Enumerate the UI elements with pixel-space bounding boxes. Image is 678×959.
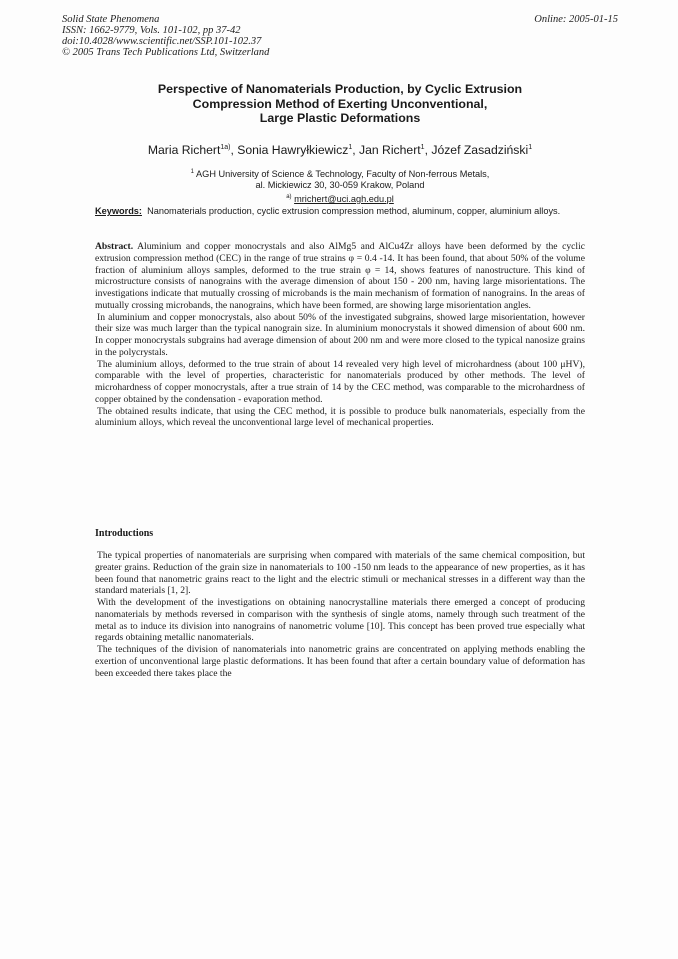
copyright-line: © 2005 Trans Tech Publications Ltd, Switzerland [62, 47, 270, 58]
author-list: Maria Richert$^{1a)}$, Sonia Hawryłkiewicz$^1$, Jan Richert$^1$, Józef Zasadziński$^1$ [147, 143, 533, 157]
abstract-paragraph: The obtained results indicate, that using the CEC method, it is possible to produce bulk nanomaterials, especially from the aluminium alloys, which reveal the unconventional large level of mechanical properties. [95, 405, 585, 429]
online-date: Online: 2005-01-15 [534, 14, 618, 25]
abstract-paragraph: Aluminium and copper monocrystals and also AlMg5 and AlCu4Zr alloys have been deformed by the cyclic extrusion compression method (CEC) in the range of true strains φ = 0.4 -14. It has been found, that about 50% of the volume fraction of aluminium alloys samples, deformed to the true strain φ = 14, shows features of nanostructure. This kind of microstructure consists of nanograins with the average dimension of about 150 - 200 nm, having large misorientations. The investigations indicate that mutually crossing of microbands is the main mechanism of formation of nanograins. In the areas of mutually crossing microbands, the nanograins, which have been formed, are showing large misorientation angles. [95, 241, 586, 311]
title-line: Large Plastic Deformations [259, 111, 421, 126]
body-paragraph: With the development of the investigations on obtaining nanocrystalline materials there emerged a concept of producing nanomaterials by methods reversed in comparison with the synthesis of single atoms, namely through such treatment of the metal as to induce its division into nanograins of nanometric volume [10]. This concept has been proved true especially what regards obtaining metallic nanomaterials. [95, 597, 585, 644]
author-affiliation-mark: 1 [420, 143, 425, 151]
email-link[interactable]: mrichert@uci.agh.edu.pl [294, 193, 394, 204]
abstract [95, 241, 585, 429]
author-name: Maria Richert [147, 143, 221, 157]
author-name: Sonia Hawryłkiewicz [237, 143, 349, 157]
doi-line: doi:10.4028/www.scientific.net/SSP.101-102.37 [62, 36, 262, 47]
issn-line: ISSN: 1662-9779, Vols. 101-102, pp 37-42 [62, 25, 241, 36]
body-paragraph: The typical properties of nanomaterials are surprising when compared with materials of the same chemical composition, but greater grains. Reduction of the grain size in nanomaterials to 100 -150 nm leads to the appearance of new properties, as it has been found that nanometric grains react to the light and the electric stimuli or mechanical stresses in a different way than the standard materials [1, 2]. [95, 550, 585, 597]
keywords-label: Keywords: [95, 206, 142, 216]
author-name: Jan Richert [359, 143, 421, 157]
abstract-paragraph: In aluminium and copper monocrystals, also about 50% of the investigated subgrains, showed large misorientation, however their size was much larger than the typical nanograin size. In aluminium monocrystals it showed dimension of about 600 nm. In copper monocrystals subgrains had average dimension of about 200 nm and were more closed to the typical nanosize grains in the polycrystals. [95, 311, 585, 358]
paper-title [90, 82, 590, 126]
author-name: Józef Zasadziński [431, 143, 529, 157]
title-line: Perspective of Nanomaterials Production, by Cyclic Extrusion [157, 82, 523, 96]
affiliation-mark: 1 [190, 169, 194, 175]
abstract-label: Abstract. [95, 241, 134, 252]
journal-header [62, 14, 618, 58]
author-affiliation-mark: 1a) [220, 143, 231, 151]
author-affiliation-mark: 1 [348, 143, 353, 151]
keywords [95, 206, 585, 217]
section-heading: Introductions [95, 528, 154, 539]
journal-name: Solid State Phenomena [62, 14, 160, 25]
affiliation-line: AGH University of Science & Technology, Faculty of Non-ferrous Metals, [196, 169, 490, 180]
email-mark: a) [286, 193, 292, 200]
author-affiliation-mark: 1 [528, 143, 533, 151]
body-paragraph: The techniques of the division of nanomaterials into nanometric grains are concentrated on applying methods enabling the exertion of unconventional large plastic deformations. It has been found that after a certain boundary value of deformation has been exceeded there takes place the [95, 644, 585, 679]
affiliation-line: al. Mickiewicz 30, 30-059 Krakow, Poland [255, 180, 425, 191]
keywords-text: Nanomaterials production, cyclic extrusion compression method, aluminum, copper, aluminium alloys. [147, 206, 561, 216]
affiliation [120, 167, 560, 205]
title-line: Compression Method of Exerting Unconventional, [192, 96, 488, 111]
introduction-body [95, 550, 585, 679]
abstract-paragraph: The aluminium alloys, deformed to the true strain of about 14 revealed very high level of microhardness (about 100 μHV), comparable with the level of properties, characteristic for nanomaterials produced by other methods. The level of microhardness of copper monocrystals, after a true strain of 14 by the CEC method, was comparable to the microhardness of copper obtained by the condensation - evaporation method. [95, 358, 585, 405]
